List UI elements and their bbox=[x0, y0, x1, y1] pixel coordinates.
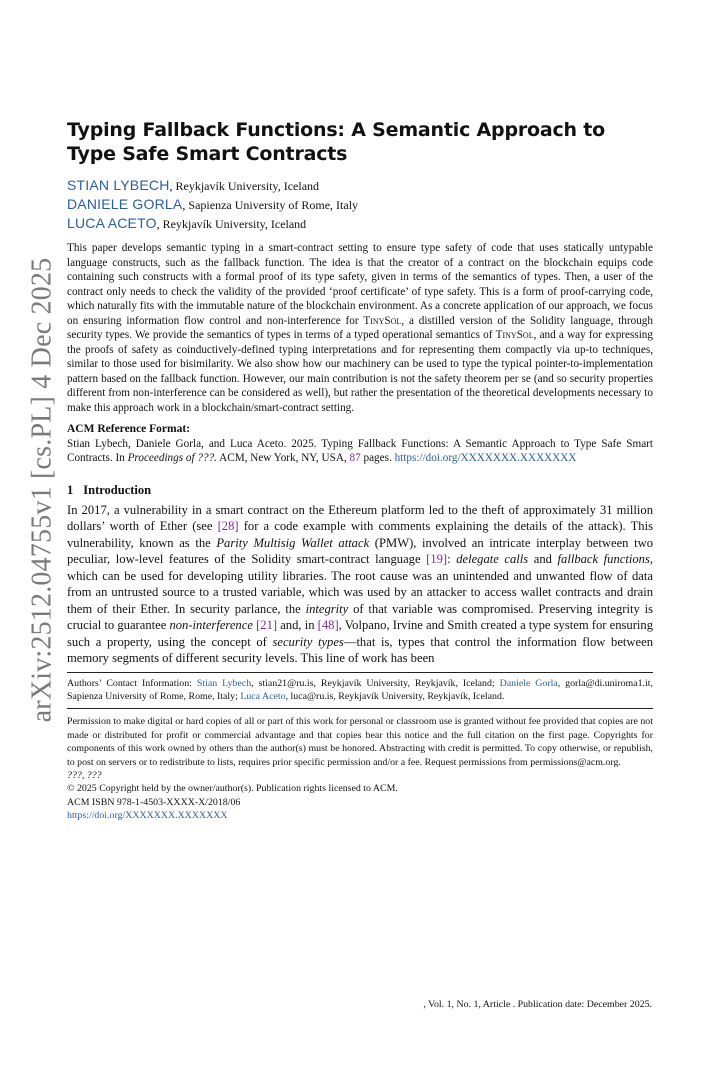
page-footer: , Vol. 1, No. 1, Article . Publication date: December 2025. bbox=[423, 999, 652, 1010]
arxiv-watermark bbox=[20, 257, 64, 723]
paper-page bbox=[67, 118, 653, 823]
section-heading: 1 Introduction bbox=[67, 482, 152, 497]
page-count-link[interactable]: 87 bbox=[349, 452, 361, 465]
isbn: ACM ISBN 978-1-4503-XXXX-X/2018/06 bbox=[67, 796, 241, 808]
tinysol-name: TinySol bbox=[495, 329, 534, 342]
author-affiliation: , Reykjavík University, Iceland bbox=[156, 217, 307, 231]
citation-link[interactable]: [28] bbox=[217, 519, 239, 534]
arxiv-id: arXiv:2512.04755v1 [cs.PL] 4 Dec 2025 bbox=[26, 257, 57, 723]
acm-reference: Stian Lybech, Daniele Gorla, and Luca Aceto. 2025. Typing Fallback Functions: A Semantic Approach to Type Safe Smart Contracts. In Proceedings of ???. ACM, New York, NY, USA, 87 pages. https://doi.org/XXXXXXX.XXXXXXX bbox=[67, 437, 653, 465]
author-name: STIAN LYBECH bbox=[67, 177, 170, 193]
author-entry bbox=[67, 195, 653, 214]
author-list bbox=[67, 176, 653, 233]
tinysol-name: TinySol bbox=[363, 314, 402, 327]
author-name: LUCA ACETO bbox=[67, 215, 157, 231]
intro-paragraph: In 2017, a vulnerability in a smart contract on the Ethereum platform led to the theft of approximately 31 million dollars’ worth of Ether (see [28] for a code example with comments explaining the details of the attack). This vulnerability, known as the Parity Multisig Wallet attack (PMW), involved an intricate interplay between two peculiar, low-level features of the Solidity smart-contract language [19]: delegate calls and fallback functions, which can be used for developing utility libraries. The root cause was an unintended and unwanted flow of data from an untrusted source to a trusted variable, which was used by an attacker to access wallet contracts and drain them of their Ether. In security parlance, the integrity of that variable was compromised. Preserving integrity is crucial to guarantee non-interference [21] and, in [48], Volpano, Irvine and Smith created a type system for ensuring such a property, using the concept of security types—that is, types that control the information flow between memory segments of different security levels. This line of work has been bbox=[67, 502, 653, 666]
author-link[interactable]: Daniele Gorla bbox=[499, 677, 558, 689]
paper-title: Typing Fallback Functions: A Semantic Approach to Type Safe Smart Contracts bbox=[67, 119, 606, 165]
copyright-notice: © 2025 Copyright held by the owner/author(s). Publication rights licensed to ACM. bbox=[67, 783, 398, 795]
author-affiliation: , Sapienza University of Rome, Italy bbox=[182, 198, 359, 212]
footnote-divider bbox=[67, 672, 653, 673]
author-entry bbox=[67, 176, 653, 195]
doi-footer-link[interactable]: https://doi.org/XXXXXXX.XXXXXXX bbox=[67, 810, 228, 822]
citation-link[interactable]: [21] bbox=[256, 618, 278, 633]
doi-link[interactable]: https://doi.org/XXXXXXX.XXXXXXX bbox=[394, 452, 577, 465]
author-contact-info: Authors’ Contact Information: Stian Lybech, stian21@ru.is, Reykjavík University, Reykjavík, Iceland; Daniele Gorla, gorla@di.uniroma1.it, Sapienza University of Rome, Rome, Italy; Luca Aceto, luca@ru.is, Reykjavík University, Reykjavík, Iceland. bbox=[67, 677, 653, 702]
author-link[interactable]: Luca Aceto bbox=[240, 690, 286, 702]
author-entry bbox=[67, 214, 653, 233]
author-name: DANIELE GORLA bbox=[67, 196, 183, 212]
acm-reference-heading: ACM Reference Format: bbox=[67, 422, 191, 435]
citation-link[interactable]: [19] bbox=[426, 552, 448, 567]
citation-link[interactable]: [48] bbox=[317, 618, 339, 633]
author-affiliation: , Reykjavík University, Iceland bbox=[169, 179, 320, 193]
abstract: This paper develops semantic typing in a smart-contract setting to ensure type safety of code that uses statically untypable language constructs, such as the fallback function. The idea is that the creator of a contract on the blockchain equips code containing such constructs with a formal proof of its type safety, given in terms of the semantics of types. Then, a user of the contract only needs to check the validity of the provided ‘proof certificate’ of type safety. This is a form of proof-carrying code, which naturally fits with the immutable nature of the blockchain environment. As a concrete application of our approach, we focus on ensuring information flow control and non-interference for TinySol, a distilled version of the Solidity language, through security types. We provide the semantics of types in terms of a typed operational semantics of TinySol, and a way for expressing the proofs of safety as coinductively-defined typing interpretations and for representing them compactly via up-to techniques, similar to those used for bisimilarity. We also show how our machinery can be used to type the typical pointer-to-implementation pattern based on the fallback function. However, our main contribution is not the safety theorem per se (and so security properties different from non-interference can be considered as well), but rather the presentation of the theoretical developments necessary to make this approach work in a blockchain/smart-contract setting. bbox=[67, 242, 653, 415]
author-link[interactable]: Stian Lybech bbox=[196, 677, 252, 689]
permission-notice: Permission to make digital or hard copies of all or part of this work for personal or classroom use is granted without fee provided that copies are not made or distributed for profit or commercial advantage and that copies bear this notice and the full citation on the first page. Copyrights for components of this work owned by others than the author(s) must be honored. Abstracting with credit is permitted. To copy otherwise, or republish, to post on servers or to redistribute to lists, requires prior specific permission and/or a fee. Request permissions from permissions@acm.org. bbox=[67, 716, 653, 768]
conference-info: ???, ??? bbox=[67, 770, 102, 781]
permission-divider bbox=[67, 708, 653, 709]
